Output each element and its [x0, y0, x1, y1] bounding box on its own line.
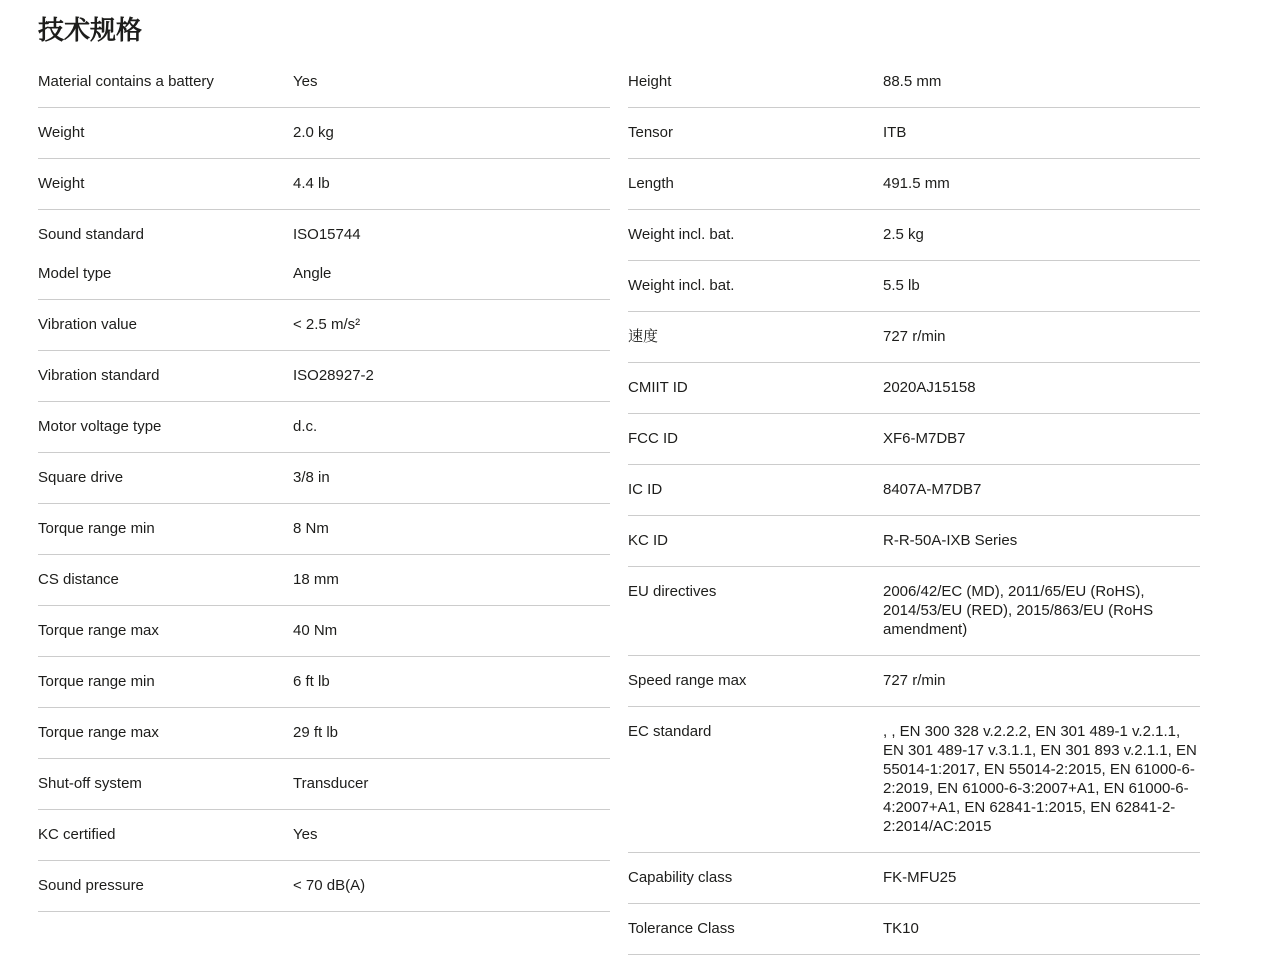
spec-value: ITB: [883, 124, 907, 141]
spec-row: [38, 810, 610, 861]
spec-row: [628, 707, 1200, 853]
spec-label: KC ID: [628, 532, 669, 549]
spec-row: [38, 759, 610, 810]
spec-row: [628, 159, 1200, 210]
spec-value: 2.5 kg: [883, 226, 924, 243]
spec-value: , , EN 300 328 v.2.2.2, EN 301 489-1 v.2.1.1, EN 301 489-17 v.3.1.1, EN 301 893 v.2.1.1, EN 55014-1:2017, EN 55014-2:2015, EN 61000-6-2:2019, EN 61000-6-3:2007+A1, EN 61000-6-4:2007+A1, EN 62841-1:2015, EN 62841-2-2:2014/AC:2015: [883, 723, 1197, 835]
spec-row: [628, 516, 1200, 567]
spec-label: Weight incl. bat.: [628, 277, 735, 294]
spec-value: Transducer: [293, 775, 369, 792]
spec-row: [38, 210, 610, 249]
spec-row: [628, 261, 1200, 312]
spec-value: R-R-50A-IXB Series: [883, 532, 1018, 549]
spec-row: [38, 453, 610, 504]
spec-label: Tolerance Class: [628, 920, 735, 937]
spec-label: Square drive: [38, 469, 124, 486]
spec-value: FK-MFU25: [883, 869, 957, 886]
spec-label: Material contains a battery: [38, 73, 214, 90]
spec-value: d.c.: [293, 418, 318, 435]
spec-value: 40 Nm: [293, 622, 338, 639]
spec-row: [38, 351, 610, 402]
spec-label: Torque range min: [38, 673, 155, 690]
spec-row: [38, 300, 610, 351]
spec-value: 2.0 kg: [293, 124, 334, 141]
spec-row: [628, 656, 1200, 707]
spec-value: 727 r/min: [883, 672, 946, 689]
spec-row: [38, 108, 610, 159]
spec-value: 491.5 mm: [883, 175, 950, 192]
spec-value: < 2.5 m/s²: [293, 316, 361, 333]
spec-value: 2020AJ15158: [883, 379, 976, 396]
spec-label: EU directives: [628, 583, 717, 600]
spec-label: Sound pressure: [38, 877, 144, 894]
spec-value: 29 ft lb: [293, 724, 339, 741]
spec-label: Sound standard: [38, 226, 144, 243]
spec-label: Weight: [38, 124, 85, 141]
spec-row: [38, 708, 610, 759]
spec-label: Capability class: [628, 869, 733, 886]
spec-label: Torque range max: [38, 724, 159, 741]
spec-row: [628, 57, 1200, 108]
spec-value: 6 ft lb: [293, 673, 330, 690]
spec-row: [628, 363, 1200, 414]
spec-row: [38, 57, 610, 108]
spec-row: [38, 606, 610, 657]
spec-value: 8407A-M7DB7: [883, 481, 982, 498]
spec-row: [628, 567, 1200, 656]
spec-row: [628, 312, 1200, 363]
spec-value: 4.4 lb: [293, 175, 330, 192]
spec-row: [628, 210, 1200, 261]
spec-row: [38, 657, 610, 708]
spec-value: 88.5 mm: [883, 73, 942, 90]
spec-grid: [38, 57, 1200, 955]
spec-row: [628, 108, 1200, 159]
spec-column-left: [38, 57, 610, 912]
spec-label: FCC ID: [628, 430, 678, 447]
spec-label: Weight: [38, 175, 85, 192]
spec-row: [38, 402, 610, 453]
spec-value: 8 Nm: [293, 520, 329, 537]
spec-label: CMIIT ID: [628, 379, 688, 396]
spec-label: Height: [628, 73, 672, 90]
spec-label: Weight incl. bat.: [628, 226, 735, 243]
spec-label: KC certified: [38, 826, 116, 843]
spec-value: Angle: [293, 265, 332, 282]
spec-label: IC ID: [628, 481, 663, 498]
spec-row: [38, 159, 610, 210]
spec-value: 727 r/min: [883, 328, 946, 345]
spec-label: Torque range min: [38, 520, 155, 537]
spec-value: < 70 dB(A): [293, 877, 366, 894]
spec-row: [628, 853, 1200, 904]
spec-value: 18 mm: [293, 571, 339, 588]
spec-row: [628, 414, 1200, 465]
spec-value: Yes: [293, 73, 318, 90]
spec-label: Length: [628, 175, 674, 192]
spec-label: Vibration standard: [38, 367, 160, 384]
spec-label: CS distance: [38, 571, 119, 588]
spec-label: 速度: [628, 328, 659, 345]
spec-label: Model type: [38, 265, 112, 282]
page-title: 技术规格: [38, 15, 143, 45]
spec-column-right: [628, 57, 1200, 955]
spec-value: TK10: [883, 920, 919, 937]
spec-row: [38, 555, 610, 606]
spec-value: XF6-M7DB7: [883, 430, 966, 447]
spec-value: ISO28927-2: [293, 367, 374, 384]
spec-label: Motor voltage type: [38, 418, 162, 435]
spec-label: Speed range max: [628, 672, 747, 689]
spec-label: EC standard: [628, 723, 712, 740]
spec-value: 5.5 lb: [883, 277, 920, 294]
spec-row: [38, 861, 610, 912]
spec-label: Tensor: [628, 124, 674, 141]
spec-value: Yes: [293, 826, 318, 843]
spec-value: ISO15744: [293, 226, 361, 243]
spec-row: [628, 465, 1200, 516]
spec-value: 2006/42/EC (MD), 2011/65/EU (RoHS), 2014/53/EU (RED), 2015/863/EU (RoHS amendment): [883, 583, 1154, 638]
spec-label: Shut-off system: [38, 775, 142, 792]
spec-value: 3/8 in: [293, 469, 330, 486]
spec-label: Vibration value: [38, 316, 137, 333]
spec-row: [38, 504, 610, 555]
spec-label: Torque range max: [38, 622, 159, 639]
spec-row: [38, 249, 610, 300]
